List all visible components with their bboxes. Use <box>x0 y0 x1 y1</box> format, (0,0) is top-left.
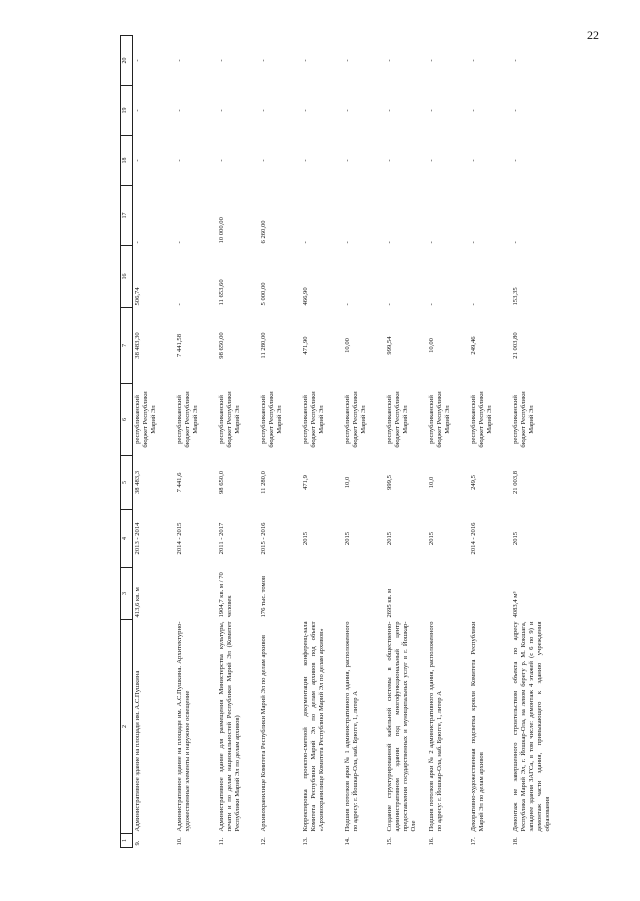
table-header-row <box>121 36 133 848</box>
row-number: 18. <box>512 837 519 846</box>
funding-source: республиканский бюджет Республики Марий Эл <box>428 391 452 448</box>
total-funding: 21 003,80 <box>512 332 519 359</box>
funding-col-17: - <box>428 241 435 244</box>
header-cell: 1 <box>121 834 133 848</box>
funding-col-18: - <box>428 159 435 162</box>
funding-source: республиканский бюджет Республики Марий Эл <box>386 391 410 448</box>
header-cell: 20 <box>121 36 133 86</box>
capacity <box>301 568 343 620</box>
funding-col-20: - <box>260 59 267 62</box>
estimated-cost: 7 441,6 <box>176 472 183 493</box>
capacity <box>343 568 385 620</box>
funding-col-18: - <box>512 159 519 162</box>
funding-col-16: - <box>176 303 183 306</box>
funding-col-20: - <box>176 59 183 62</box>
funding-col-19: - <box>386 109 393 112</box>
row-number: 11. <box>218 837 225 846</box>
estimated-cost: 10,0 <box>428 476 435 489</box>
funding-col-19: - <box>512 109 519 112</box>
construction-period: 2015 <box>386 531 393 546</box>
capacity <box>175 568 217 620</box>
table-row <box>301 36 343 848</box>
funding-col-17: 6 260,00 <box>260 220 267 244</box>
header-cell: 5 <box>121 456 133 510</box>
funding-col-18: - <box>218 159 225 162</box>
table-row <box>511 36 553 848</box>
funding-source: республиканский бюджет Республики Марий Эл <box>260 391 284 448</box>
estimated-cost: 10,0 <box>344 476 351 489</box>
total-funding: 249,46 <box>470 336 477 355</box>
estimated-cost: 249,5 <box>470 475 477 490</box>
estimated-cost: 999,5 <box>386 475 393 490</box>
funding-source: республиканский бюджет Республики Марий Эл <box>218 391 242 448</box>
funding-col-17: - <box>386 241 393 244</box>
construction-period: 2015 <box>344 531 351 546</box>
construction-period: 2015 <box>512 531 519 546</box>
object-name: Демонтаж не завершенного строительством объекта по адресу Республика Марий Эл, г. Йошкар-Ола, на левом берегу р. М. Кокшага, западнее здания ЗАГСа, в том числе: демонтаж 4 этажей (с 6 по 9) и демонтаж части здания, примыкающего к зданию учреждения образования <box>512 621 552 832</box>
total-funding: 11 280,00 <box>260 332 267 359</box>
funding-col-16: - <box>344 303 351 306</box>
construction-period: 2014 - 2015 <box>176 522 183 555</box>
row-number: 10. <box>176 837 183 846</box>
total-funding: 10,00 <box>428 338 435 353</box>
funding-col-19: - <box>470 109 477 112</box>
funding-col-16: - <box>428 303 435 306</box>
funding-col-18: - <box>470 159 477 162</box>
estimated-cost: 21 003,8 <box>512 470 519 495</box>
header-cell: 6 <box>121 384 133 456</box>
funding-source: республиканский бюджет Республики Марий Эл <box>470 391 494 448</box>
capacity: 413,6 кв. м <box>134 587 141 618</box>
table-row <box>217 36 259 848</box>
capacity: 176 тыс. томов <box>260 575 267 618</box>
funding-col-18: - <box>302 159 309 162</box>
funding-col-20: - <box>218 59 225 62</box>
funding-col-16: - <box>470 303 477 306</box>
table-row <box>385 36 427 848</box>
capacity: 4083,4 м³ <box>512 591 519 618</box>
funding-col-16: 5 000,00 <box>260 282 267 306</box>
funding-source: республиканский бюджет Республики Марий Эл <box>134 391 158 448</box>
capacity <box>469 568 511 620</box>
row-number: 15. <box>386 837 393 846</box>
estimated-cost: 98 650,0 <box>218 470 225 495</box>
object-name: Архивохранилище Комитета Республики Марий Эл по делам архивов <box>260 635 267 832</box>
row-number: 16. <box>428 837 435 846</box>
header-cell: 3 <box>121 568 133 620</box>
total-funding: 7 441,58 <box>176 333 183 358</box>
funding-col-19: - <box>260 109 267 112</box>
funding-col-18: - <box>260 159 267 162</box>
header-cell: 7 <box>121 308 133 384</box>
funding-col-19: - <box>344 109 351 112</box>
funding-col-18: - <box>176 159 183 162</box>
object-name: Корректировка проектно-сметной документации конференц-зала Комитета Республики Марий Эл по делам архивов под объект «Архивохранилище Комитета Республики Марий Эл по делам архивов» <box>302 621 326 832</box>
capacity: 1904,7 кв. м / 70 человек <box>218 572 234 618</box>
row-number: 12. <box>260 837 267 846</box>
funding-col-16: - <box>386 303 393 306</box>
funding-col-17: - <box>512 241 519 244</box>
funding-col-19: - <box>134 109 141 112</box>
row-number: 9. <box>134 840 141 846</box>
construction-period: 2015 <box>302 531 309 546</box>
funding-col-17: 10 000,00 <box>218 217 225 244</box>
header-cell: 16 <box>121 246 133 308</box>
construction-period: 2015 <box>428 531 435 546</box>
funding-col-16: 11 653,60 <box>218 279 225 306</box>
estimated-cost: 11 280,0 <box>260 471 267 494</box>
table-row <box>133 36 176 848</box>
funding-col-19: - <box>428 109 435 112</box>
funding-col-20: - <box>344 59 351 62</box>
funding-col-17: - <box>176 241 183 244</box>
table-row <box>343 36 385 848</box>
total-funding: 471,90 <box>302 336 309 355</box>
funding-col-20: - <box>512 59 519 62</box>
construction-period: 2014 - 2016 <box>470 522 477 555</box>
object-name: Создание структурированной кабельной системы в общественно-административном здании под многофункциональный центр предоставления государственных и муниципальных услуг в г. Йошкар-Оле <box>386 621 418 832</box>
header-cell: 19 <box>121 86 133 136</box>
funding-col-16: 506,74 <box>134 287 141 306</box>
object-name: Административное здание на площади им. А.С.Пушкина <box>134 670 141 832</box>
funding-source: республиканский бюджет Республики Марий Эл <box>512 391 536 448</box>
capacity <box>427 568 469 620</box>
funding-col-17: - <box>344 241 351 244</box>
table-row <box>175 36 217 848</box>
table-row <box>259 36 301 848</box>
header-cell: 17 <box>121 186 133 246</box>
object-name: Подшив потолков арки № 2 административного здания, расположенного по адресу: г. Йошкар-Ола, наб. Брюгге, 1, литер А <box>428 621 444 832</box>
funding-source: республиканский бюджет Республики Марий Эл <box>344 391 368 448</box>
total-funding: 999,54 <box>386 336 393 355</box>
header-cell: 2 <box>121 620 133 834</box>
object-name: Декоративно-художественная подсветка кровли Комитета Республики Марий Эл по делам архивов <box>470 621 486 832</box>
estimated-cost: 38 483,3 <box>134 470 141 495</box>
funding-col-20: - <box>470 59 477 62</box>
funding-col-18: - <box>344 159 351 162</box>
row-number: 17. <box>470 837 477 846</box>
funding-col-17: - <box>470 241 477 244</box>
page-number: 22 <box>587 28 599 42</box>
row-number: 13. <box>302 837 309 846</box>
total-funding: 10,00 <box>344 338 351 353</box>
funding-col-19: - <box>218 109 225 112</box>
construction-period: 2013 - 2014 <box>134 522 141 555</box>
header-cell: 4 <box>121 510 133 568</box>
construction-period: 2015 - 2016 <box>260 522 267 555</box>
object-name: Подшив потолков арки № 1 административного здания, расположенного по адресу: г. Йошкар-Ола, наб. Брюгге, 1, литер А <box>344 621 360 832</box>
funding-col-18: - <box>386 159 393 162</box>
funding-col-17: - <box>302 241 309 244</box>
funding-col-18: - <box>134 159 141 162</box>
table-row <box>469 36 511 848</box>
construction-period: 2011 - 2017 <box>218 522 225 555</box>
funding-col-17: - <box>134 241 141 244</box>
funding-source: республиканский бюджет Республики Марий Эл <box>302 391 326 448</box>
funding-col-19: - <box>176 109 183 112</box>
funding-col-16: 466,90 <box>302 287 309 306</box>
object-name: Административное здание для размещения Министерства культуры, печати и по делам национальностей Республики Марий Эл (Комитет Республики Марий Эл по делам архивов) <box>218 621 242 832</box>
funding-col-16: 153,35 <box>512 287 519 306</box>
row-number: 14. <box>344 837 351 846</box>
funding-col-20: - <box>134 59 141 62</box>
funding-col-20: - <box>428 59 435 62</box>
header-cell: 18 <box>121 136 133 186</box>
funding-col-20: - <box>386 59 393 62</box>
funding-source: республиканский бюджет Республики Марий Эл <box>176 391 200 448</box>
estimated-cost: 471,9 <box>302 475 309 490</box>
total-funding: 98 650,00 <box>218 332 225 359</box>
table-row <box>427 36 469 848</box>
objects-table <box>120 35 553 848</box>
rotated-table-area <box>120 36 630 848</box>
total-funding: 38 483,30 <box>134 332 141 359</box>
capacity: 2695 кв. м <box>386 588 393 618</box>
object-name: Административное здание на площади им. А.С.Пушкина. Архитектурно-художественные элементы и наружное освещение <box>176 621 192 832</box>
funding-col-20: - <box>302 59 309 62</box>
funding-col-19: - <box>302 109 309 112</box>
